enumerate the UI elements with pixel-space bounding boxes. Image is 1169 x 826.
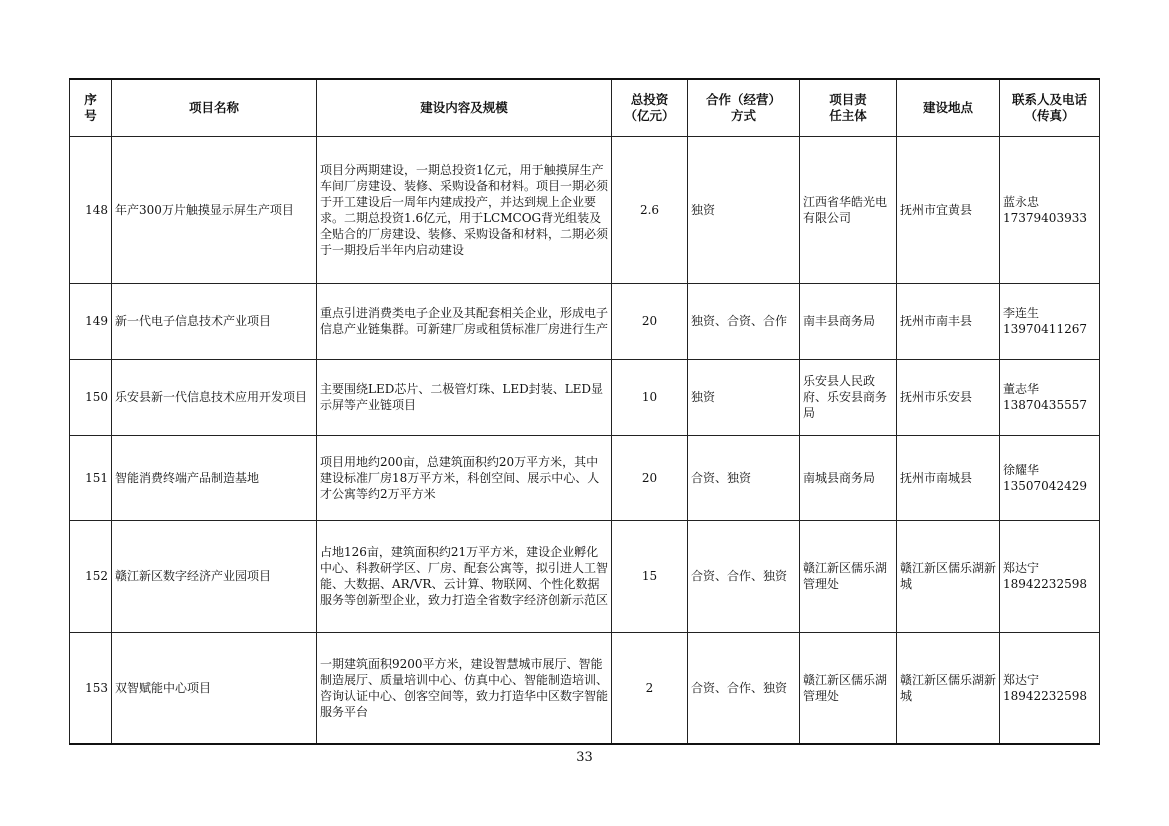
investment-amount: 10 (612, 359, 688, 435)
table-row (70, 283, 1100, 359)
project-name: 乐安县新一代信息技术应用开发项目 (112, 359, 317, 435)
project-content: 重点引进消费类电子企业及其配套相关企业，形成电子信息产业链集群。可新建厂房或租赁标准厂房进行生产 (317, 283, 612, 359)
header-project-name: 项目名称 (112, 79, 317, 136)
cooperation-mode: 独资、合资、合作 (688, 283, 800, 359)
investment-amount: 20 (612, 435, 688, 520)
cooperation-mode: 合资、合作、独资 (688, 632, 800, 744)
project-name: 赣江新区数字经济产业园项目 (112, 520, 317, 632)
table-row (70, 632, 1100, 744)
header-location: 建设地点 (897, 79, 1000, 136)
row-number: 151 (70, 435, 112, 520)
contact-name: 李连生 (1003, 306, 1040, 320)
project-content: 占地126亩，建筑面积约21万平方米，建设企业孵化中心、科教研学区、厂房、配套公寓等，拟引进人工智能、大数据、AR/VR、云计算、物联网、个性化数据服务等创新型企业，致力打造全省数字经济创新示范区 (317, 520, 612, 632)
build-location: 抚州市乐安县 (897, 359, 1000, 435)
contact-cell (1000, 136, 1100, 283)
responsible-entity: 江西省华皓光电有限公司 (800, 136, 897, 283)
contact-cell (1000, 359, 1100, 435)
project-table (69, 78, 1100, 745)
cooperation-mode: 合资、独资 (688, 435, 800, 520)
contact-phone: 18942232598 (1003, 577, 1087, 591)
investment-amount: 20 (612, 283, 688, 359)
build-location: 赣江新区儒乐湖新城 (897, 520, 1000, 632)
table-row (70, 136, 1100, 283)
header-responsible-entity: 项目责 任主体 (800, 79, 897, 136)
project-name: 智能消费终端产品制造基地 (112, 435, 317, 520)
contact-phone: 18942232598 (1003, 688, 1087, 703)
project-content: 项目用地约200亩，总建筑面积约20万平方米，其中建设标准厂房18万平方米，科创空间、展示中心、人才公寓等约2万平方米 (317, 435, 612, 520)
responsible-entity: 乐安县人民政府、乐安县商务局 (800, 359, 897, 435)
investment-amount: 2.6 (612, 136, 688, 283)
project-name: 年产300万片触摸显示屏生产项目 (112, 136, 317, 283)
build-location: 赣江新区儒乐湖新城 (897, 632, 1000, 744)
build-location: 抚州市南丰县 (897, 283, 1000, 359)
project-content: 一期建筑面积9200平方米，建设智慧城市展厅、智能制造展厅、质量培训中心、仿真中心、智能制造培训、咨询认证中心、创客空间等，致力打造华中区数字智能服务平台 (317, 632, 612, 744)
responsible-entity: 赣江新区儒乐湖管理处 (800, 520, 897, 632)
responsible-entity: 赣江新区儒乐湖管理处 (800, 632, 897, 744)
project-content: 项目分两期建设，一期总投资1亿元，用于触摸屏生产车间厂房建设、装修、采购设备和材料。项目一期必须于开工建设后一周年内建成投产，并达到规上企业要求。二期总投资1.6亿元，用于LCMCOG背光组装及全贴合的厂房建设、装修、采购设备和材料，二期必须于一期投后半年内启动建设 (317, 136, 612, 283)
cooperation-mode: 独资 (688, 136, 800, 283)
contact-name: 董志华 (1003, 382, 1040, 396)
contact-phone: 13870435557 (1003, 398, 1087, 412)
row-number: 150 (70, 359, 112, 435)
contact-name: 蓝永忠 (1003, 194, 1040, 209)
contact-name: 郑达宁 (1003, 561, 1040, 575)
responsible-entity: 南丰县商务局 (800, 283, 897, 359)
row-number: 149 (70, 283, 112, 359)
table-row (70, 359, 1100, 435)
page-number: 33 (576, 750, 593, 765)
row-number: 152 (70, 520, 112, 632)
responsible-entity: 南城县商务局 (800, 435, 897, 520)
table-row (70, 435, 1100, 520)
contact-cell (1000, 435, 1100, 520)
header-investment: 总投资 （亿元） (612, 79, 688, 136)
project-name: 新一代电子信息技术产业项目 (112, 283, 317, 359)
contact-cell (1000, 632, 1100, 744)
build-location: 抚州市宜黄县 (897, 136, 1000, 283)
build-location: 抚州市南城县 (897, 435, 1000, 520)
contact-name: 郑达宁 (1003, 672, 1040, 687)
contact-phone: 13507042429 (1003, 478, 1087, 493)
contact-cell (1000, 283, 1100, 359)
cooperation-mode: 合资、合作、独资 (688, 520, 800, 632)
header-contact: 联系人及电话 （传真） (1000, 79, 1100, 136)
contact-phone: 17379403933 (1003, 210, 1087, 225)
row-number: 153 (70, 632, 112, 744)
project-content: 主要围绕LED芯片、二极管灯珠、LED封装、LED显示屏等产业链项目 (317, 359, 612, 435)
project-name: 双智赋能中心项目 (112, 632, 317, 744)
contact-cell (1000, 520, 1100, 632)
table-row (70, 520, 1100, 632)
row-number: 148 (70, 136, 112, 283)
header-no: 序 号 (70, 79, 112, 136)
cooperation-mode: 独资 (688, 359, 800, 435)
contact-name: 徐耀华 (1003, 462, 1040, 477)
contact-phone: 13970411267 (1003, 322, 1087, 336)
investment-amount: 15 (612, 520, 688, 632)
header-cooperation-mode: 合作（经营） 方式 (688, 79, 800, 136)
investment-amount: 2 (612, 632, 688, 744)
header-content: 建设内容及规模 (317, 79, 612, 136)
header-row (70, 79, 1100, 136)
